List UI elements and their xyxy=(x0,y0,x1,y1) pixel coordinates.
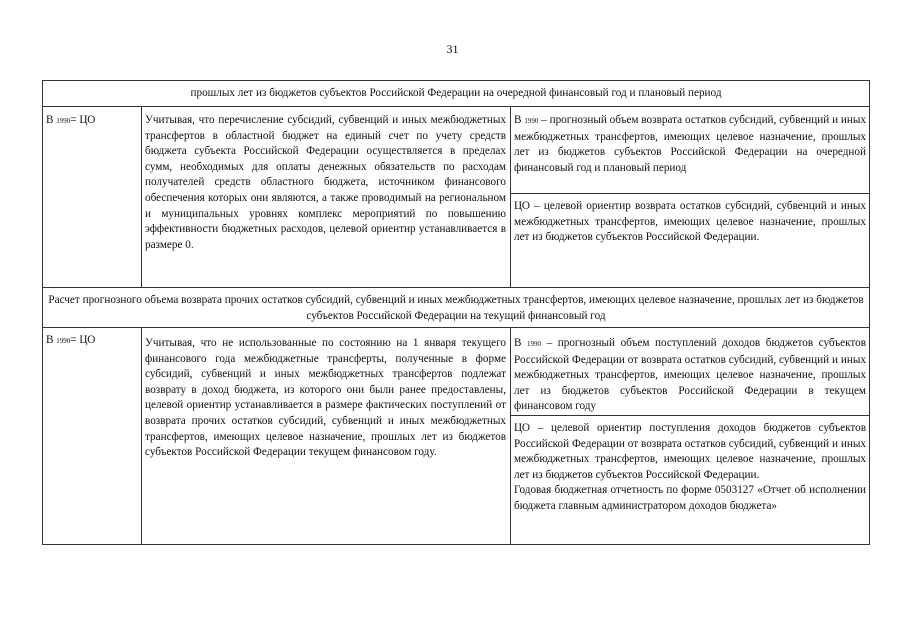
column-divider xyxy=(141,327,142,544)
section2-definition-co xyxy=(514,421,866,515)
column-divider xyxy=(510,327,511,544)
row-divider xyxy=(42,106,870,107)
formula-subscript: 1990 xyxy=(56,337,71,345)
formula-suffix: = ЦО xyxy=(70,114,96,126)
table-right-border xyxy=(869,80,870,545)
def-co-text: ЦО – целевой ориентир поступления доходов бюджетов субъектов Российской Федерации от возврата остатков субсидий, субвенций и иных межбюджетных трансфертов, имеющих целевое назначение, прошлых лет из бюджетов субъектов Российской Федерации. xyxy=(514,422,866,481)
formula-subscript: 1990 xyxy=(56,117,71,125)
table-top-border xyxy=(42,80,870,81)
cell-divider xyxy=(510,415,869,416)
page-number: 31 xyxy=(446,42,459,56)
section2-header: Расчет прогнозного объема возврата прочих остатков субсидий, субвенций и иных межбюджетных трансфертов, имеющих целевое назначение, прошлых лет из бюджетов субъектов Российской Федерации на текущий финансовый год xyxy=(48,294,864,322)
row-divider xyxy=(42,327,870,328)
cell-divider xyxy=(510,193,869,194)
formula-prefix: В xyxy=(46,114,54,126)
def-prefix: В xyxy=(514,337,522,349)
def-prefix: В xyxy=(514,114,522,126)
section2-description: Учитывая, что не использованные по состоянию на 1 января текущего финансового года межбюджетные трансферты, полученные в форме субсидий, субвенций и иных межбюджетных трансфертов подлежат возврату в доход бюджета, из которого они были ранее предоставлены, целевой ориентир устанавливается в размере фактических поступлений от возврата прочих остатков субсидий, субвенций и иных межбюджетных трансфертов, имеющих целевое назначение, прошлых лет из бюджетов субъектов Российской Федерации текущем финансовом году. xyxy=(145,337,506,459)
table-left-border xyxy=(42,80,43,545)
column-divider xyxy=(510,106,511,287)
formula-prefix: В xyxy=(46,334,54,346)
section2-definition-v xyxy=(514,336,866,415)
def-text: – прогнозный объем возврата остатков субсидий, субвенций и иных межбюджетных трансфертов, имеющих целевое назначение, прошлых лет из бюджетов субъектов Российской Федерации на очередной финансовый год и плановый период xyxy=(514,114,867,174)
section1-definition-co: ЦО – целевой ориентир возврата остатков субсидий, субвенций и иных межбюджетных трансфертов, имеющих целевое назначение, прошлых лет из бюджетов субъектов Российской Федерации. xyxy=(514,200,866,244)
column-divider xyxy=(141,106,142,287)
def-text: – прогнозный объем поступлений доходов бюджетов субъектов Российской Федерации от возврата остатков субсидий, субвенций и иных межбюджетных трансфертов, имеющих целевое назначение, прошлых лет из бюджетов субъектов Российской Федерации в текущем финансовом году xyxy=(514,337,866,413)
section2-formula xyxy=(46,333,138,350)
section1-description: Учитывая, что перечисление субсидий, субвенций и иных межбюджетных трансфертов в областной бюджет на единый счет по учету средств бюджета субъекта Российской Федерации осуществляется в пределах сумм, необходимых для оплаты денежных обязательств по расходам получателей средств областного бюджета, источником финансового обеспечения которых они являются, а также проводимый на региональном и муниципальных уровнях комплекс мероприятий по повышению эффективности бюджетных расходов, целевой ориентир устанавливается в размере 0. xyxy=(145,114,506,251)
def-subscript: 1990 xyxy=(524,117,539,125)
def-subscript: 1990 xyxy=(527,340,542,348)
row-divider xyxy=(42,287,870,288)
section1-header: прошлых лет из бюджетов субъектов Российской Федерации на очередной финансовый год и плановый период xyxy=(190,87,722,99)
formula-suffix: = ЦО xyxy=(70,334,96,346)
def-source: Годовая бюджетная отчетность по форме 0503127 «Отчет об исполнении бюджета главным администратором доходов бюджета» xyxy=(514,484,866,512)
section1-definition-v xyxy=(514,113,866,176)
section1-formula xyxy=(46,113,138,130)
table-bottom-border xyxy=(42,544,870,545)
